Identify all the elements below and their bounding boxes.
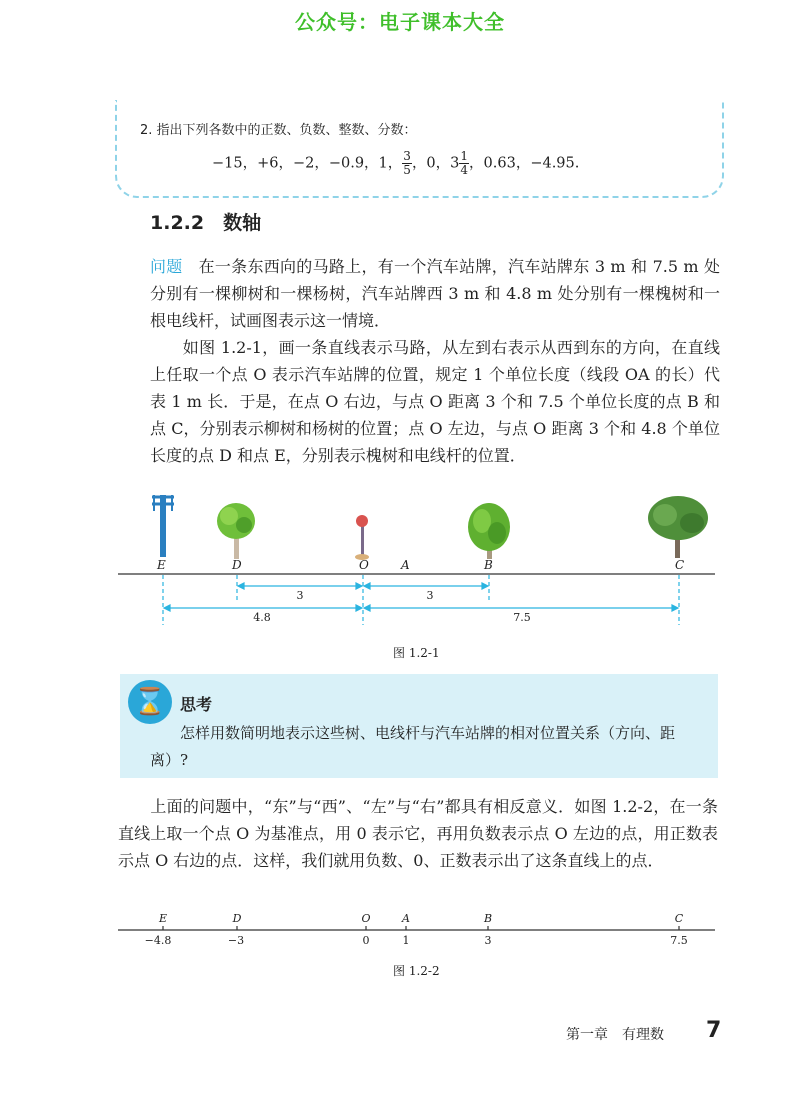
figure-1-2-1-caption: 图 1.2-1 — [393, 646, 440, 660]
tick-value: 1 — [402, 934, 410, 947]
number-line-paragraph: 上面的问题中，“东”与“西”、“左”与“右”都具有相反意义．如图 1.2-2，在一条直线上取一个点 O 为基准点，用 0 表示它，再用负数表示点 O 左边的点，用正数表示点 O 右边的点．这样，我们就用负数、0、正数表示出了这条直线上的点． — [118, 797, 718, 870]
exercise-box — [115, 100, 724, 198]
point-label-c: C — [674, 912, 684, 925]
point-label-o: O — [359, 558, 369, 572]
figure-1-2-2-caption: 图 1.2-2 — [393, 964, 440, 978]
fraction-denominator: 5 — [403, 163, 411, 177]
point-label-o: O — [361, 912, 371, 925]
point-label-d: D — [232, 558, 242, 572]
point-label-e: E — [157, 558, 166, 572]
point-label-d: D — [232, 912, 242, 925]
extension-lines — [163, 575, 679, 625]
dimension-arrows — [164, 583, 678, 611]
problem-keyword: 问题 — [150, 257, 183, 276]
watermark-header: 公众号：电子课本大全 — [295, 10, 505, 34]
fraction-denominator: 4 — [460, 163, 469, 177]
number-list-part: −15，+6，−2，−0.9，1， — [212, 155, 403, 172]
utility-pole-icon — [152, 495, 174, 557]
point-label-b: B — [484, 558, 493, 572]
problem-paragraph — [150, 253, 720, 334]
tick-value: −3 — [227, 934, 245, 947]
point-label-a: A — [402, 912, 410, 925]
tick-value: 0 — [362, 934, 370, 947]
fraction-numerator: 1 — [460, 149, 469, 163]
dimension-label-o-c: 7.5 — [513, 611, 531, 624]
problem-text: 在一条东西向的马路上，有一个汽车站牌，汽车站牌东 3 m 和 7.5 m 处分别有一棵柳树和一棵杨树，汽车站牌西 3 m 和 4.8 m 处分别有一棵槐树和一根电线杆，试画图表示这一情境． — [150, 257, 720, 330]
tick-value: 7.5 — [670, 934, 688, 947]
exercise-question: 2. 指出下列各数中的正数、负数、整数、分数： — [140, 123, 417, 138]
hourglass-icon: ⌛ — [128, 680, 172, 724]
point-label-a: A — [401, 558, 410, 572]
tick-value: 3 — [484, 934, 492, 947]
section-title: 1.2.2 数轴 — [150, 212, 262, 234]
fraction-three-fifths — [402, 150, 412, 177]
fraction-one-quarter — [459, 150, 469, 177]
bus-stop-sign-icon — [355, 515, 369, 560]
willow-tree-icon — [468, 503, 510, 559]
page-number: 7 — [706, 1018, 722, 1043]
exercise-number-list — [212, 150, 579, 177]
dimension-label-d-o: 3 — [296, 589, 304, 602]
pagoda-tree-icon — [217, 503, 255, 559]
fraction-numerator: 3 — [403, 149, 411, 163]
tick-value: −4.8 — [144, 934, 172, 947]
footer-chapter: 第一章 有理数 — [566, 1027, 664, 1043]
number-list-part: ，0，3 — [411, 155, 460, 172]
point-label-e: E — [158, 912, 168, 925]
poplar-tree-icon — [648, 496, 708, 558]
point-label-c: C — [675, 558, 685, 572]
number-list-part: ，0.63，−4.95. — [469, 155, 580, 172]
explanation-paragraph: 如图 1.2-1，画一条直线表示马路，从左到右表示从西到东的方向，在直线上任取一个点 O 表示汽车站牌的位置，规定 1 个单位长度（线段 OA 的长）代表 1 m 长．于是，在点 O 右边，与点 O 距离 3 个和 7.5 个单位长度的点 B 和点 C，分别表示柳树和杨树的位置；点 O 左边，与点 O 距离 3 个和 4.8 个单位长度的点 D 和点 E，分别表示槐树和电线杆的位置． — [150, 338, 720, 465]
think-text: 怎样用数简明地表示这些树、电线杆与汽车站牌的相对位置关系（方向、距离）? — [150, 724, 676, 769]
figure-1-2-1 — [0, 485, 800, 635]
figure-1-2-2 — [0, 908, 800, 958]
point-label-b: B — [483, 912, 493, 925]
dimension-label-o-b: 3 — [426, 589, 434, 602]
dimension-label-e-o: 4.8 — [253, 611, 271, 624]
think-title: 思考 — [180, 695, 213, 714]
